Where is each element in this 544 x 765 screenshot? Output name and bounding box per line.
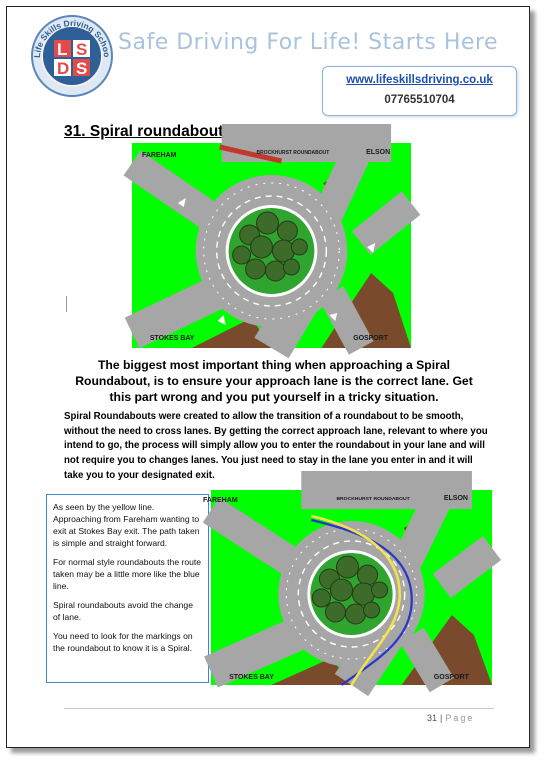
- body-paragraph: Spiral Roundabouts were created to allow the transition of a roundabout to be smooth, without the need to cross lanes. By getting the correct approach lane, relevant to where you intend to go, the process will simply allow you to enter the roundabout in your lane and will not require you to changes lanes. You just need to stay in the lane you enter in and it will take you to your designated exit.: [64, 411, 488, 481]
- logo-letter-s1: S: [76, 40, 88, 59]
- phone-number: 07765510704: [384, 94, 455, 106]
- roundabout-route-diagram: [202, 490, 492, 685]
- page-number-separator: |: [440, 713, 443, 723]
- roundabout-diagram: [132, 143, 411, 348]
- label-gosport: GOSPORT: [353, 334, 389, 343]
- page-number-value: 31: [427, 713, 438, 723]
- label-brockhurst-2: BROCKHURST ROUNDABOUT: [336, 496, 410, 502]
- note-paragraph-3: Spiral roundabouts avoid the change of lane.: [53, 600, 193, 622]
- label-stokes-bay: STOKES BAY: [149, 334, 195, 343]
- label-gosport-2: GOSPORT: [433, 674, 469, 681]
- note-paragraph-1: As seen by the yellow line. Approaching from Fareham wanting to exit at Stokes Bay exit. The path taken is simple and straight forward.: [53, 502, 200, 548]
- note-box: [46, 494, 209, 683]
- footer-divider: [64, 708, 494, 709]
- page-number: [427, 713, 474, 723]
- page-word: Page: [445, 713, 475, 723]
- lead-paragraph: The biggest most important thing when approaching a Spiral Roundabout, is to ensure your approach lane is the correct lane. Get this part wrong and you put yourself in a tricky situation.: [75, 358, 473, 404]
- banner-title: Safe Driving For Life! Starts Here: [118, 30, 499, 55]
- label-brockhurst: BROCKHURST ROUNDABOUT: [256, 149, 330, 157]
- label-fareham: FAREHAM: [141, 151, 177, 160]
- section-heading: 31. Spiral roundabouts: [64, 123, 232, 140]
- logo-ring-text: Life Skills Driving Schoo: [31, 17, 113, 59]
- logo-letter-l: L: [57, 40, 68, 59]
- note-paragraph-2: For normal style roundabouts the route taken may be a little more like the blue line.: [53, 557, 202, 591]
- website-link[interactable]: www.lifeskillsdriving.co.uk: [346, 74, 493, 86]
- note-paragraph-4: You need to look for the markings on the roundabout to know it is a Spiral.: [53, 631, 193, 653]
- label-fareham-2: FAREHAM: [202, 497, 238, 504]
- logo-letter-d: D: [57, 59, 70, 78]
- school-logo: [30, 14, 114, 98]
- contact-box: [322, 66, 517, 116]
- label-elson: ELSON: [366, 148, 391, 157]
- logo-letter-s2: S: [76, 59, 88, 78]
- text-cursor: [66, 296, 67, 312]
- label-elson-2: ELSON: [443, 495, 468, 502]
- label-stokes-bay-2: STOKES BAY: [229, 674, 274, 681]
